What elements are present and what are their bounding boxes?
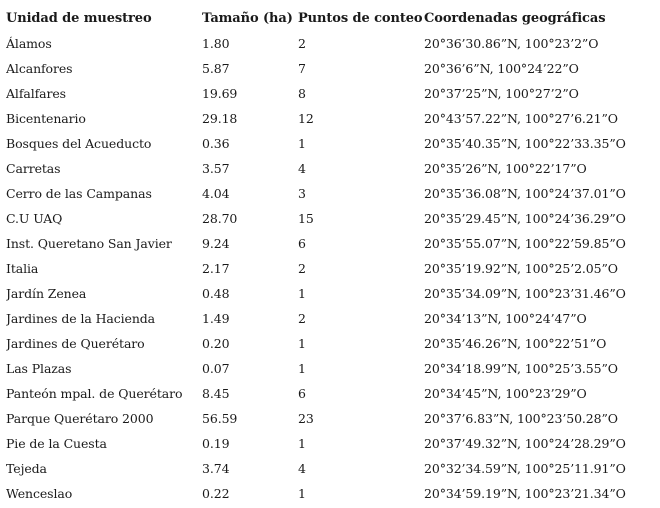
cell-sampling-unit: Inst. Queretano San Javier [6,236,172,251]
cell-sampling-unit: C.U UAQ [6,211,63,226]
table-row [6,206,656,231]
cell-size-ha: 3.57 [202,161,230,176]
cell-sampling-unit: Parque Querétaro 2000 [6,411,154,426]
cell-geo-coordinates: 20°35’40.35”N, 100°22’33.35”O [424,136,626,151]
table-row [6,306,656,331]
cell-count-points: 1 [298,486,306,501]
table-row [6,31,656,56]
header-row [6,6,656,31]
cell-count-points: 2 [298,36,306,51]
cell-size-ha: 3.74 [202,461,230,476]
cell-count-points: 6 [298,386,306,401]
table-row [6,81,656,106]
cell-size-ha: 5.87 [202,61,230,76]
cell-geo-coordinates: 20°37’49.32”N, 100°24’28.29”O [424,436,626,451]
cell-count-points: 8 [298,86,306,101]
header-sampling-unit: Unidad de muestreo [6,11,152,26]
cell-size-ha: 1.80 [202,36,230,51]
cell-sampling-unit: Panteón mpal. de Querétaro [6,386,183,401]
cell-size-ha: 0.36 [202,136,230,151]
cell-count-points: 23 [298,411,314,426]
cell-size-ha: 9.24 [202,236,230,251]
cell-geo-coordinates: 20°34’45”N, 100°23’29”O [424,386,587,401]
cell-count-points: 4 [298,161,306,176]
cell-count-points: 12 [298,111,314,126]
cell-count-points: 2 [298,311,306,326]
cell-size-ha: 0.07 [202,361,230,376]
header-count-points: Puntos de conteo [298,11,423,26]
cell-count-points: 6 [298,236,306,251]
cell-sampling-unit: Carretas [6,161,61,176]
cell-geo-coordinates: 20°34’13”N, 100°24’47”O [424,311,587,326]
cell-geo-coordinates: 20°34’18.99”N, 100°25’3.55”O [424,361,618,376]
cell-count-points: 1 [298,361,306,376]
cell-sampling-unit: Cerro de las Campanas [6,186,152,201]
cell-count-points: 2 [298,261,306,276]
cell-count-points: 1 [298,286,306,301]
cell-count-points: 7 [298,61,306,76]
cell-count-points: 1 [298,336,306,351]
cell-size-ha: 0.22 [202,486,230,501]
table-row [6,456,656,481]
cell-geo-coordinates: 20°43’57.22”N, 100°27’6.21”O [424,111,618,126]
cell-size-ha: 19.69 [202,86,238,101]
cell-sampling-unit: Jardines de la Hacienda [6,311,156,326]
cell-geo-coordinates: 20°37’6.83”N, 100°23’50.28”O [424,411,618,426]
table-header [6,6,656,31]
cell-sampling-unit: Álamos [6,36,52,51]
table-row [6,381,656,406]
cell-size-ha: 4.04 [202,186,230,201]
cell-geo-coordinates: 20°35’29.45”N, 100°24’36.29”O [424,211,626,226]
cell-count-points: 1 [298,136,306,151]
cell-sampling-unit: Tejeda [6,461,47,476]
cell-sampling-unit: Bosques del Acueducto [6,136,152,151]
table-row [6,131,656,156]
cell-size-ha: 0.48 [202,286,230,301]
table-row [6,481,656,506]
cell-geo-coordinates: 20°36’6”N, 100°24’22”O [424,61,579,76]
cell-geo-coordinates: 20°37’25”N, 100°27’2”O [424,86,579,101]
cell-geo-coordinates: 20°34’59.19”N, 100°23’21.34”O [424,486,626,501]
cell-sampling-unit: Alfalfares [6,86,66,101]
header-size-ha: Tamaño (ha) [202,11,293,26]
table-row [6,181,656,206]
cell-size-ha: 0.20 [202,336,230,351]
sampling-units-table [6,6,656,506]
cell-sampling-unit: Wenceslao [6,486,73,501]
cell-count-points: 1 [298,436,306,451]
table-row [6,356,656,381]
cell-sampling-unit: Bicentenario [6,111,86,126]
table-row [6,431,656,456]
cell-geo-coordinates: 20°35’46.26”N, 100°22’51”O [424,336,607,351]
cell-geo-coordinates: 20°35’34.09”N, 100°23’31.46”O [424,286,626,301]
table-row [6,106,656,131]
cell-geo-coordinates: 20°35’36.08”N, 100°24’37.01”O [424,186,626,201]
cell-sampling-unit: Jardín Zenea [6,286,87,301]
table-row [6,231,656,256]
cell-size-ha: 1.49 [202,311,230,326]
cell-geo-coordinates: 20°32’34.59”N, 100°25’11.91”O [424,461,626,476]
cell-sampling-unit: Italia [6,261,39,276]
table-row [6,331,656,356]
cell-count-points: 3 [298,186,306,201]
table-row [6,406,656,431]
table-row [6,156,656,181]
cell-sampling-unit: Jardines de Querétaro [6,336,145,351]
cell-size-ha: 29.18 [202,111,238,126]
cell-geo-coordinates: 20°35’55.07”N, 100°22’59.85”O [424,236,626,251]
cell-size-ha: 8.45 [202,386,230,401]
header-geo-coordinates: Coordenadas geográficas [424,11,606,26]
table-row [6,281,656,306]
table-row [6,56,656,81]
cell-sampling-unit: Alcanfores [6,61,73,76]
cell-size-ha: 2.17 [202,261,230,276]
cell-sampling-unit: Pie de la Cuesta [6,436,107,451]
cell-geo-coordinates: 20°35’26”N, 100°22’17”O [424,161,587,176]
cell-size-ha: 56.59 [202,411,238,426]
cell-geo-coordinates: 20°36’30.86”N, 100°23’2”O [424,36,599,51]
cell-count-points: 15 [298,211,314,226]
cell-sampling-unit: Las Plazas [6,361,72,376]
table-row [6,256,656,281]
cell-geo-coordinates: 20°35’19.92”N, 100°25’2.05”O [424,261,618,276]
cell-size-ha: 0.19 [202,436,230,451]
cell-size-ha: 28.70 [202,211,238,226]
cell-count-points: 4 [298,461,306,476]
table-body [6,31,656,506]
